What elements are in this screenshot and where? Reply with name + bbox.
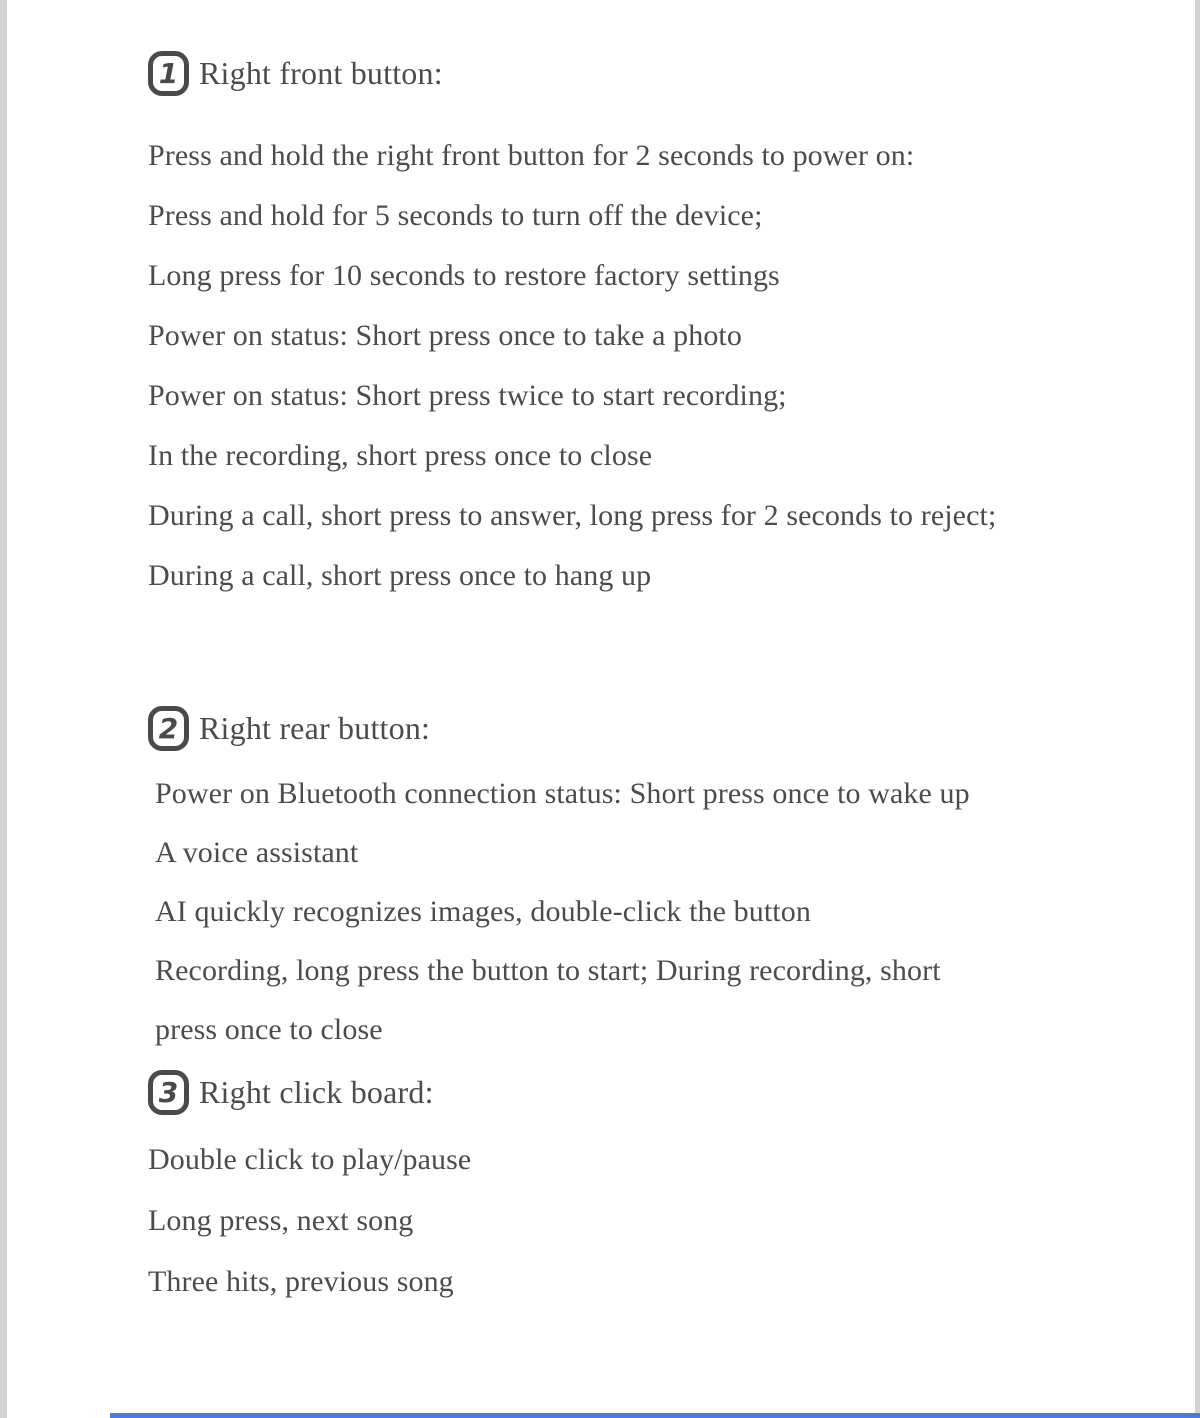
section-lines bbox=[148, 126, 1128, 606]
instruction-line: During a call, short press once to hang up bbox=[148, 559, 652, 592]
manual-content bbox=[148, 50, 1128, 1312]
instruction-section-3 bbox=[148, 1069, 1128, 1312]
section-lines bbox=[148, 1129, 1128, 1312]
section-number-badge-icon: 3 bbox=[148, 1070, 189, 1115]
bottom-progress-bar bbox=[110, 1413, 1200, 1418]
section-title: Right rear button: bbox=[199, 709, 431, 746]
page-right-border bbox=[1195, 0, 1200, 1418]
instruction-line: Press and hold for 5 seconds to turn off the device; bbox=[148, 199, 763, 232]
section-title: Right front button: bbox=[199, 54, 443, 91]
section-heading bbox=[148, 1069, 1128, 1115]
instruction-line: Long press for 10 seconds to restore factory settings bbox=[148, 259, 780, 292]
instruction-line: Long press, next song bbox=[148, 1204, 414, 1237]
instruction-line: During a call, short press to answer, long press for 2 seconds to reject; bbox=[148, 499, 997, 532]
page-left-border bbox=[0, 0, 7, 1418]
instruction-line: A voice assistant bbox=[155, 836, 359, 869]
instruction-line: Double click to play/pause bbox=[148, 1143, 472, 1176]
instruction-line: Power on status: Short press once to take a photo bbox=[148, 319, 742, 352]
instruction-section-2 bbox=[148, 705, 1128, 1059]
section-number-badge-icon: 1 bbox=[148, 51, 189, 96]
section-heading bbox=[148, 705, 1128, 751]
instruction-line: Recording, long press the button to start; During recording, short bbox=[155, 954, 941, 987]
instruction-line: AI quickly recognizes images, double-click the button bbox=[155, 895, 811, 928]
instruction-line: In the recording, short press once to close bbox=[148, 439, 653, 472]
instruction-line: Press and hold the right front button for 2 seconds to power on: bbox=[148, 139, 915, 172]
section-title: Right click board: bbox=[199, 1073, 434, 1110]
instruction-line: Three hits, previous song bbox=[148, 1265, 454, 1298]
section-heading bbox=[148, 50, 1128, 96]
instruction-line: press once to close bbox=[155, 1013, 383, 1046]
section-number-badge-icon: 2 bbox=[148, 706, 189, 751]
instruction-line: Power on status: Short press twice to start recording; bbox=[148, 379, 787, 412]
instruction-line: Power on Bluetooth connection status: Short press once to wake up bbox=[155, 777, 970, 810]
section-lines bbox=[148, 764, 1128, 1059]
instruction-section-1 bbox=[148, 50, 1128, 606]
